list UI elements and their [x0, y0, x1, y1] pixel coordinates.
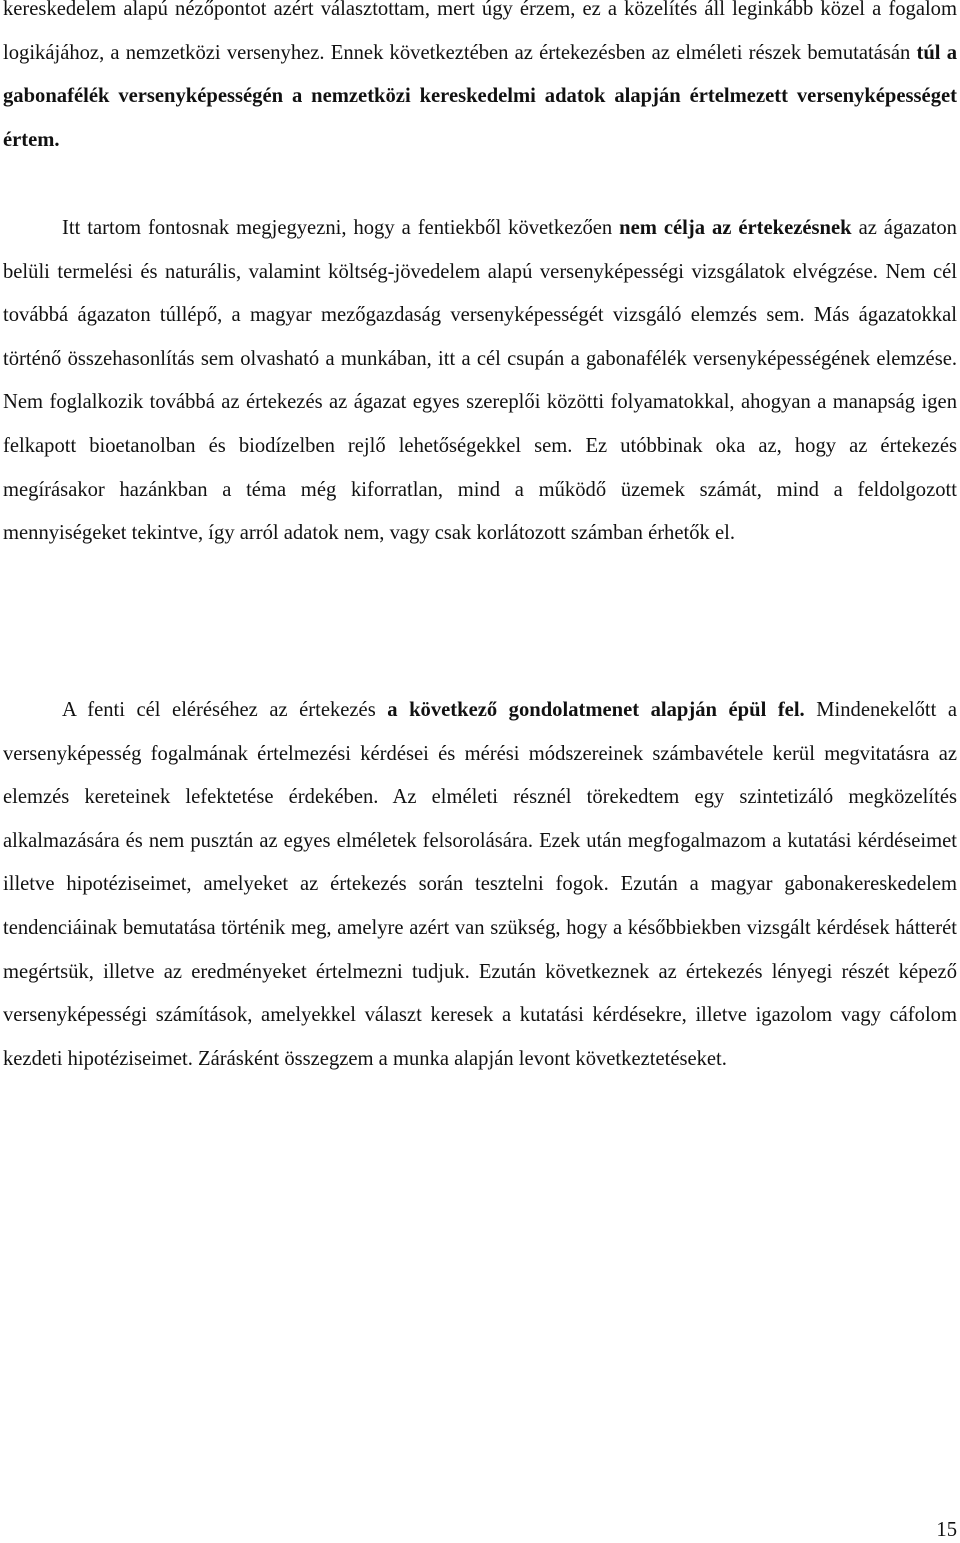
paragraph-3-text-1: A fenti cél eléréséhez az értekezés	[62, 699, 388, 721]
paragraph-1-text-1: kereskedelem alapú nézőpontot azért választottam, mert úgy érzem, ez a közelítés áll leginkább közel a fogalom logikájához, a nemzetközi versenyhez. Ennek következtében az értekezésben az elméleti részek bemutatásán	[3, 0, 957, 64]
page-number: 15	[936, 1519, 957, 1541]
paragraph-3-bold-1: a következő gondolatmenet alapján épül fel.	[387, 699, 805, 721]
paragraph-2-bold-1: nem célja az értekezésnek	[619, 217, 852, 239]
paragraph-1-bold-1: túl a gabonafélék versenyképességén a nemzetközi kereskedelmi adatok alapján értelmezett versenyképességet értem.	[3, 41, 957, 151]
paragraph-3	[3, 689, 957, 1081]
paragraph-2-text-2: az ágazaton belüli termelési és naturális, valamint költség-jövedelem alapú versenyképességi vizsgálatok elvégzése. Nem cél továbbá ágazaton túllépő, a magyar mezőgazdaság versenyképességét vizsgáló elemzés sem. Más ágazatokkal történő összehasonlítás sem olvasható a munkában, itt a cél csupán a gabonafélék versenyképességének elemzése. Nem foglalkozik továbbá az értekezés az ágazat egyes szereplői közötti folyamatokkal, ahogyan a manapság igen felkapott bioetanolban és biodízelben rejlő lehetőségekkel sem. Ez utóbbinak oka az, hogy az értekezés megírásakor hazánkban a téma még kiforratlan, mind a működő üzemek számát, mind a feldolgozott mennyiségeket tekintve, így arról adatok nem, vagy csak korlátozott számban érhetők el.	[3, 217, 957, 545]
paragraph-3-text-2: Mindenekelőtt a versenyképesség fogalmának értelmezési kérdései és mérési módszereinek számbavétele kerül megvitatásra az elemzés kereteinek lefektetése érdekében. Az elméleti résznél törekedtem egy szintetizáló megközelítés alkalmazására és nem pusztán az egyes elméletek felsorolására. Ezek után megfogalmazom a kutatási kérdéseimet illetve hipotéziseimet, amelyeket az értekezés során tesztelni fogok. Ezután a magyar gabonakereskedelem tendenciáinak bemutatása történik meg, amelyre azért van szükség, hogy a későbbiekben vizsgált kérdések hátterét megértsük, illetve az eredményeket értelmezni tudjuk. Ezután következnek az értekezés lényegi részét képező versenyképességi számítások, amelyekkel választ keresek a kutatási kérdésekre, illetve igazolom vagy cáfolom kezdeti hipotéziseimet. Zárásként összegzem a munka alapján levont következtetéseket.	[3, 699, 957, 1070]
paragraph-2-text-1: Itt tartom fontosnak megjegyezni, hogy a fentiekből következően	[62, 217, 620, 239]
paragraph-2	[3, 207, 957, 556]
paragraph-1	[3, 0, 957, 162]
